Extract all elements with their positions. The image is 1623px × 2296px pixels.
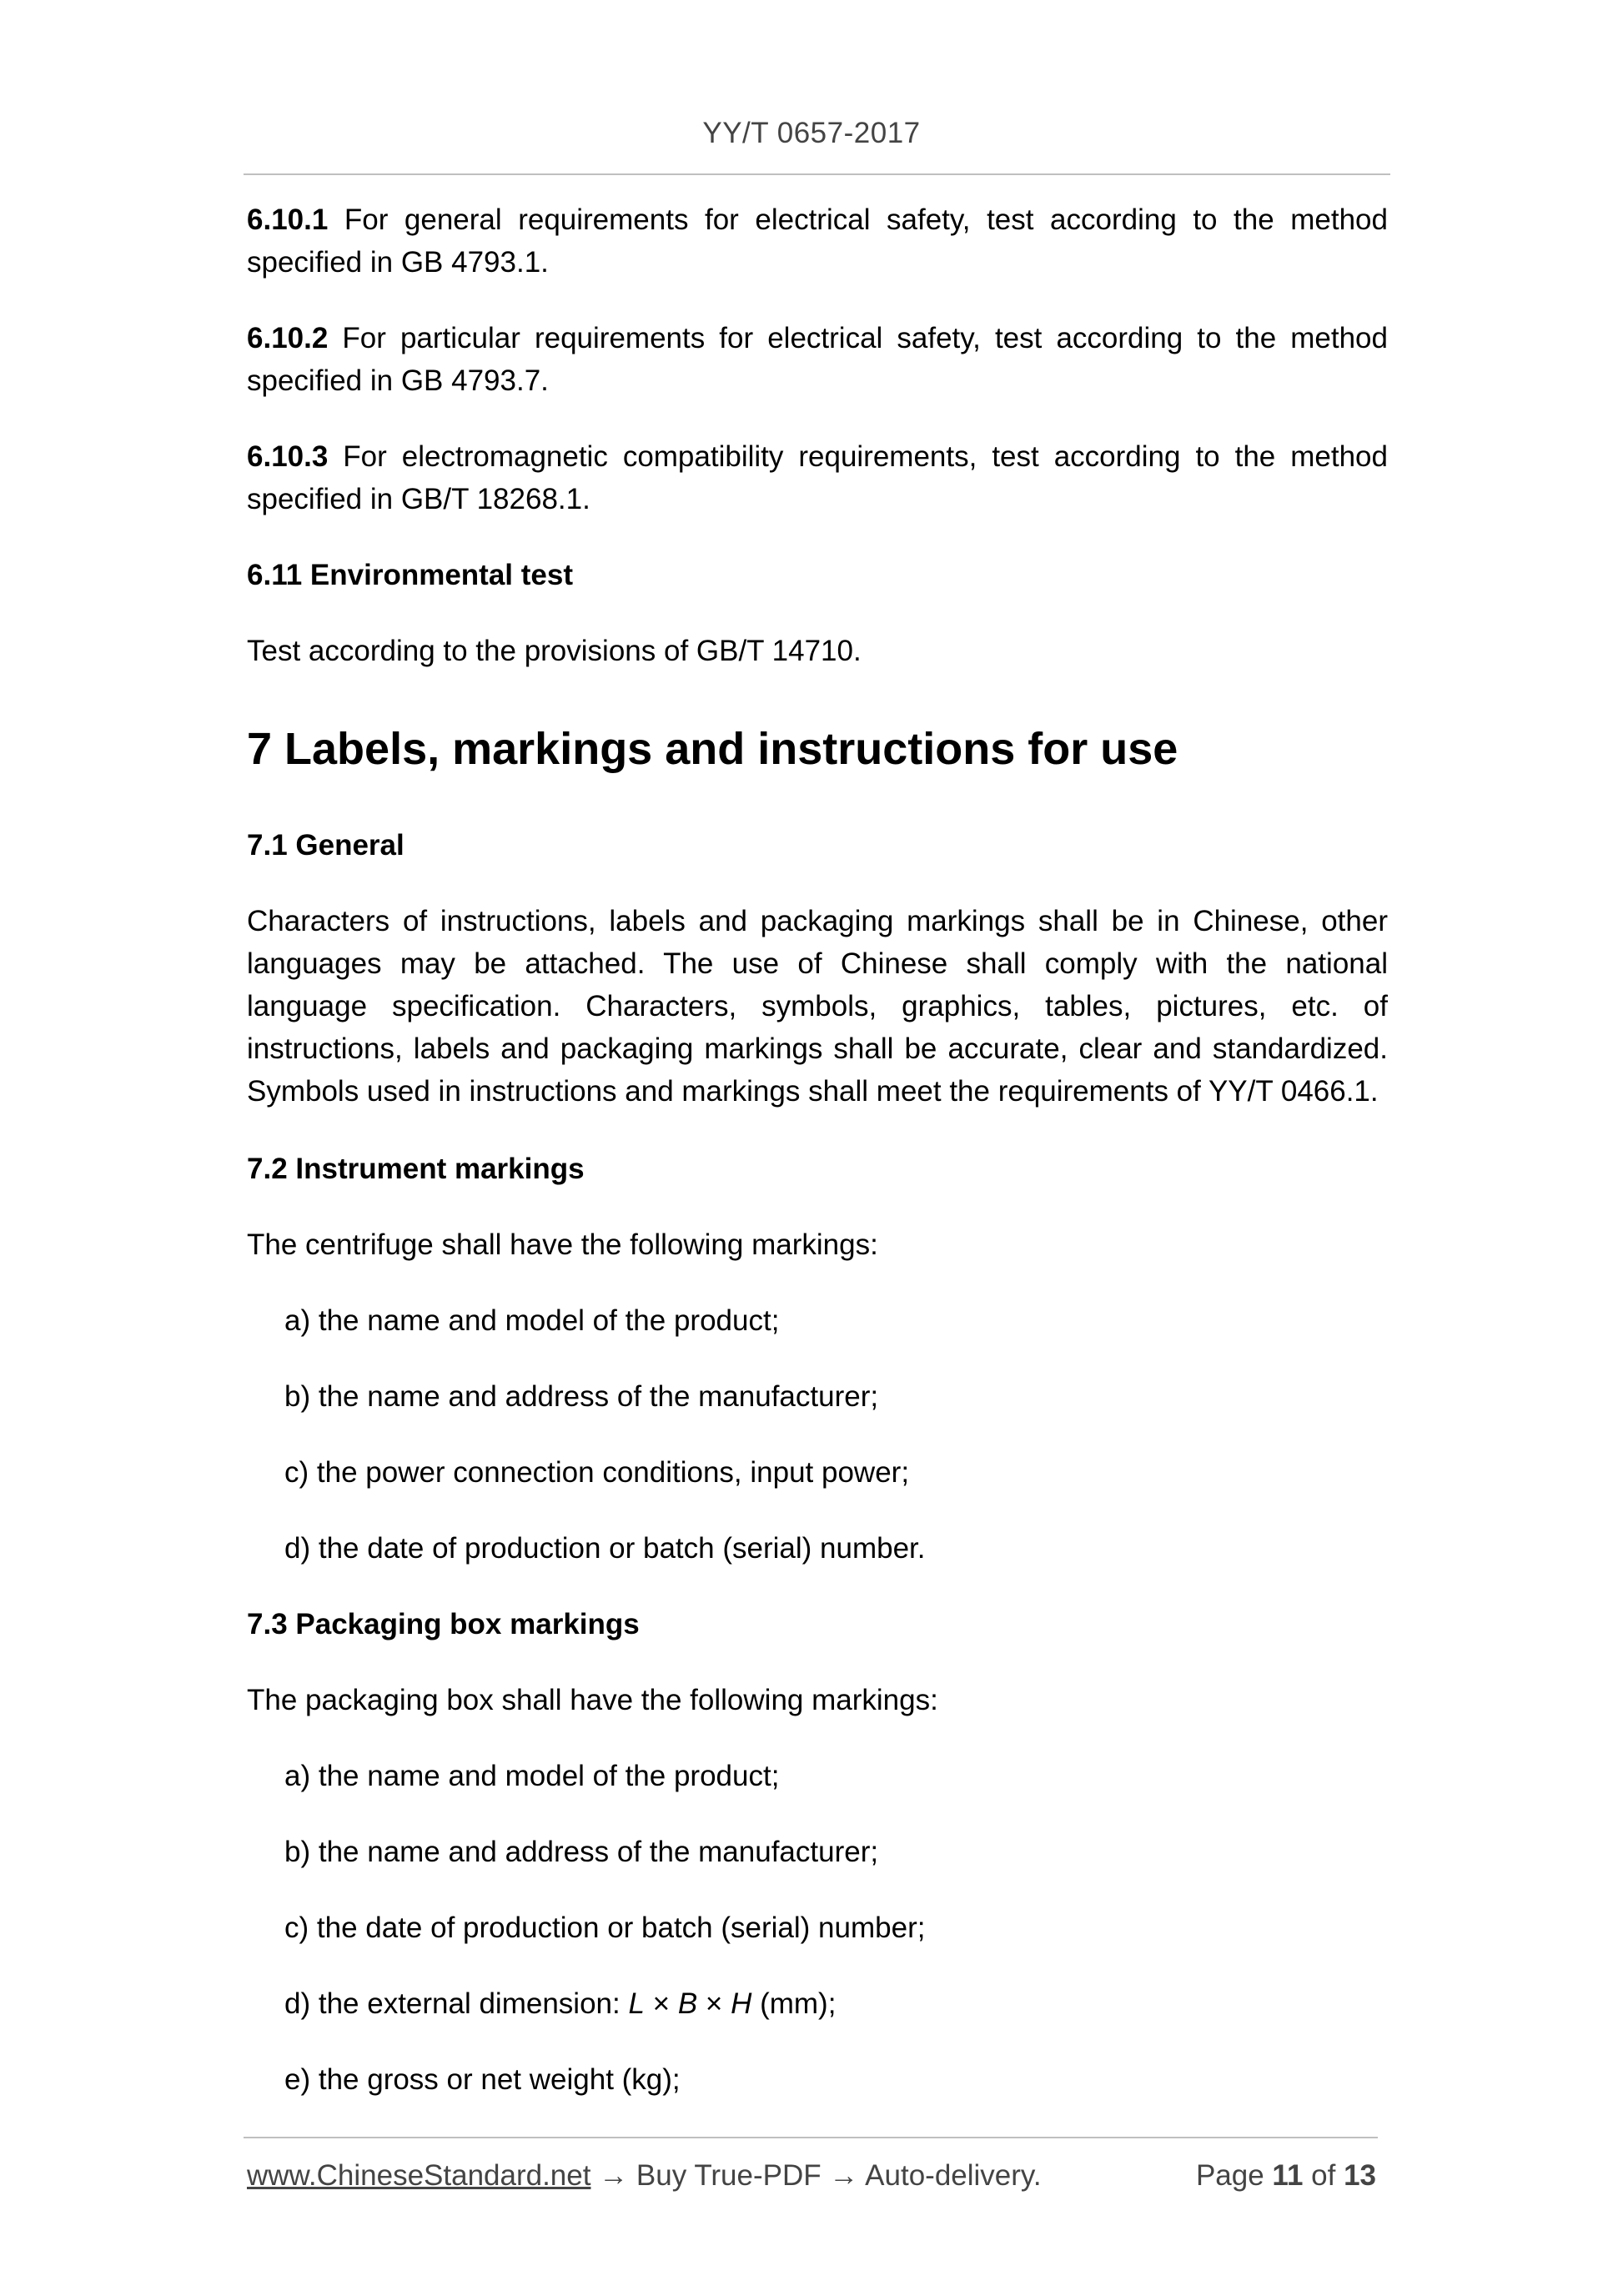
clause-6-11-text: Test according to the provisions of GB/T 14710. [247,635,862,667]
clause-6-10-3 [247,435,1388,520]
header-doc-code: YY/T 0657-2017 [702,117,921,149]
clause-text: For general requirements for electrical safety, test according to the method specified in GB 4793.1. [247,203,1388,279]
clause-6-10-2 [247,317,1388,402]
chapter-7-title: 7 Labels, markings and instructions for use [247,724,1178,774]
list-item: b) the name and address of the manufacturer; [284,1836,879,1868]
clause-number: 6.10.2 [247,322,329,354]
footer-promo-text: → Buy True-PDF → Auto-delivery. [590,2159,1042,2192]
list-item: a) the name and model of the product; [284,1304,780,1337]
clause-7-1-text: Characters of instructions, labels and packaging markings shall be in Chinese, other languages may be attached. The use of Chinese shall comply with the national language specification. Characters, symbols, graphics, tables, pictures, etc. of instructions, labels and packaging markings shall be accurate, clear and standardized. Symbols used in instructions and markings shall meet the requirements of YY/T 0466.1. [247,905,1388,1108]
clause-number: 6.10.3 [247,440,329,473]
heading-7-2: 7.2 Instrument markings [247,1153,585,1185]
heading-7-3: 7.3 Packaging box markings [247,1608,640,1640]
heading-7-1: 7.1 General [247,829,404,862]
list-item: c) the date of production or batch (serial) number; [284,1912,926,1944]
clause-text: For electromagnetic compatibility requirements, test according to the method specified in GB/T 18268.1. [247,440,1388,515]
clause-7-3-intro: The packaging box shall have the following markings: [247,1684,938,1716]
list-item: c) the power connection conditions, input power; [284,1456,910,1489]
list-item: a) the name and model of the product; [284,1760,780,1792]
clause-7-2-intro: The centrifuge shall have the following markings: [247,1228,878,1261]
footer-site-link[interactable]: www.ChineseStandard.net [247,2159,591,2192]
page-indicator: Page 11 of 13 [1195,2159,1376,2192]
total-page-count: 13 [1344,2159,1376,2192]
clause-text: For particular requirements for electrical safety, test according to the method specified in GB 4793.7. [247,322,1388,397]
current-page-number: 11 [1272,2159,1304,2192]
clause-number: 6.10.1 [247,203,329,236]
list-item: e) the gross or net weight (kg); [284,2063,681,2096]
heading-6-11: 6.11 Environmental test [247,559,573,591]
footer-divider [244,2137,1378,2138]
list-item: d) the date of production or batch (serial) number. [284,1532,926,1565]
clause-6-10-1 [247,198,1388,284]
footer-promo [247,2159,1042,2193]
header-divider [244,173,1390,175]
list-item: b) the name and address of the manufacturer; [284,1380,879,1413]
list-item-dimension: d) the external dimension: L × B × H (mm); [284,1987,837,2020]
